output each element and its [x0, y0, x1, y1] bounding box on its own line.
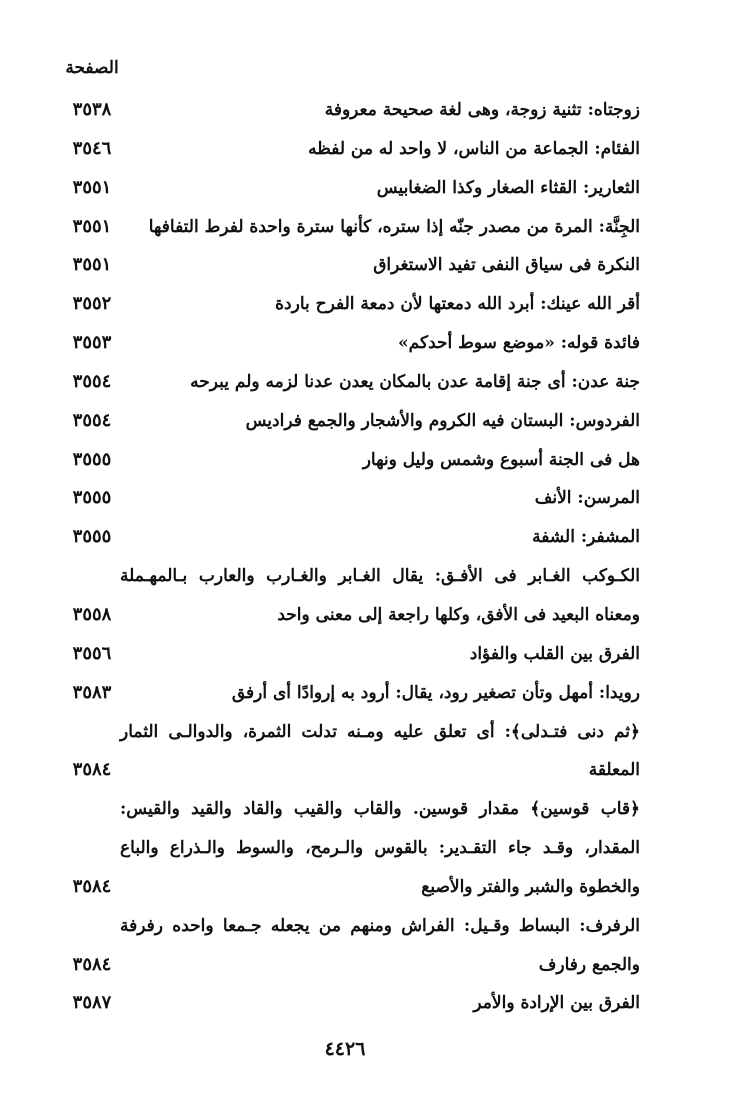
entry-text: المشفر: الشفة	[532, 527, 640, 548]
index-row	[0, 480, 753, 519]
entry-text: الفئام: الجماعة من الناس، لا واحد له من لفظه	[308, 138, 640, 159]
index-row	[0, 597, 753, 636]
index-row	[0, 675, 753, 714]
index-row	[0, 170, 753, 209]
entry-page-number: ٣٥٥٥	[72, 487, 112, 509]
entry-text: والخطوة والشبر والفتر والأصبع	[421, 876, 640, 897]
entry-page-number: ٣٥٥٨	[72, 603, 112, 625]
entry-text: الفرق بين الإرادة والأمر	[473, 993, 640, 1014]
entry-page-number: ٣٥٨٧	[72, 992, 112, 1014]
entry-page-number: ٣٥٥١	[72, 215, 112, 237]
entry-text: والجمع رفارف	[538, 954, 640, 975]
page-column-header: الصفحة	[65, 58, 119, 78]
index-row	[0, 364, 753, 403]
index-entries	[0, 92, 753, 1024]
index-row	[0, 519, 753, 558]
index-row	[0, 325, 753, 364]
entry-text: المرسن: الأنف	[534, 488, 640, 509]
entry-text: ﴿قاب قوسين﴾ مقدار قوسين. والقاب والقيب والقاد والقيد والقيس:	[120, 799, 640, 820]
entry-page-number: ٣٥٥٣	[72, 332, 112, 354]
entry-text: الفردوس: البستان فيه الكروم والأشجار والجمع فراديس	[245, 410, 640, 431]
index-row	[0, 791, 753, 830]
index-row	[0, 714, 753, 753]
entry-text: هل فى الجنة أسبوع وشمس وليل ونهار	[362, 449, 640, 470]
entry-page-number: ٣٥٤٦	[72, 137, 112, 159]
entry-text: ومعناه البعيد فى الأفق، وكلها راجعة إلى معنى واحد	[277, 604, 640, 625]
index-row	[0, 92, 753, 131]
entry-text: الجِنَّة: المرة من مصدر جنّه إذا ستره، كأنها سترة واحدة لفرط التفافها	[148, 216, 640, 237]
index-row	[0, 908, 753, 947]
entry-text: ﴿ثم دنى فتـدلى﴾: أى تعلق عليه ومـنه تدلت الثمرة، والدوالـى الثمار	[120, 721, 640, 742]
index-row	[0, 830, 753, 869]
entry-text: الفرق بين القلب والفؤاد	[469, 643, 640, 664]
index-row	[0, 985, 753, 1024]
index-row	[0, 403, 753, 442]
index-row	[0, 247, 753, 286]
entry-text: النكرة فى سياق النفى تفيد الاستغراق	[373, 255, 640, 276]
entry-text: المقدار، وقـد جاء التقـدير: بالقوس والـرمح، والسوط والـذراع والباع	[120, 838, 640, 859]
entry-text: جنة عدن: أى جنة إقامة عدن بالمكان يعدن عدنا لزمه ولم يبرحه	[190, 371, 640, 392]
index-row	[0, 752, 753, 791]
entry-page-number: ٣٥٥٢	[72, 293, 112, 315]
entry-text: رويدا: أمهل وتأن تصغير رود، يقال: أرود به إروادًا أى أرفق	[231, 682, 640, 703]
index-row	[0, 947, 753, 986]
entry-page-number: ٣٥٨٤	[72, 875, 112, 897]
index-row	[0, 131, 753, 170]
entry-text: الرفرف: البساط وقـيل: الفراش ومنهم من يجعله جـمعا واحده رفرفة	[120, 915, 640, 936]
entry-page-number: ٣٥٨٤	[72, 759, 112, 781]
entry-text: أقر الله عينك: أبرد الله دمعتها لأن دمعة الفرح باردة	[275, 294, 640, 315]
entry-text: الكـوكب الغـابر فى الأفـق: يقال الغـابر والغـارب والعارب بـالمهـملة	[120, 566, 640, 587]
entry-page-number: ٣٥٥٤	[72, 409, 112, 431]
entry-text: الثعارير: القثاء الصغار وكذا الضغابيس	[376, 177, 640, 198]
entry-page-number: ٣٥٥٥	[72, 526, 112, 548]
index-row	[0, 442, 753, 481]
entry-page-number: ٣٥٥١	[72, 176, 112, 198]
page-number: ٤٤٢٦	[324, 1038, 366, 1060]
entry-text: زوجتاه: تثنية زوجة، وهى لغة صحيحة معروفة	[324, 100, 640, 120]
entry-page-number: ٣٥٥٥	[72, 448, 112, 470]
entry-page-number: ٣٥٨٣	[72, 681, 112, 703]
entry-text: المعلقة	[588, 760, 640, 781]
entry-page-number: ٣٥٣٨	[72, 99, 112, 120]
entry-text: فائدة قوله: «موضع سوط أحدكم»	[398, 333, 640, 354]
index-row	[0, 558, 753, 597]
index-row	[0, 209, 753, 248]
index-row	[0, 869, 753, 908]
entry-page-number: ٣٥٥٦	[72, 642, 112, 664]
entry-page-number: ٣٥٨٤	[72, 953, 112, 975]
entry-page-number: ٣٥٥٤	[72, 370, 112, 392]
index-row	[0, 286, 753, 325]
index-row	[0, 636, 753, 675]
entry-page-number: ٣٥٥١	[72, 254, 112, 276]
